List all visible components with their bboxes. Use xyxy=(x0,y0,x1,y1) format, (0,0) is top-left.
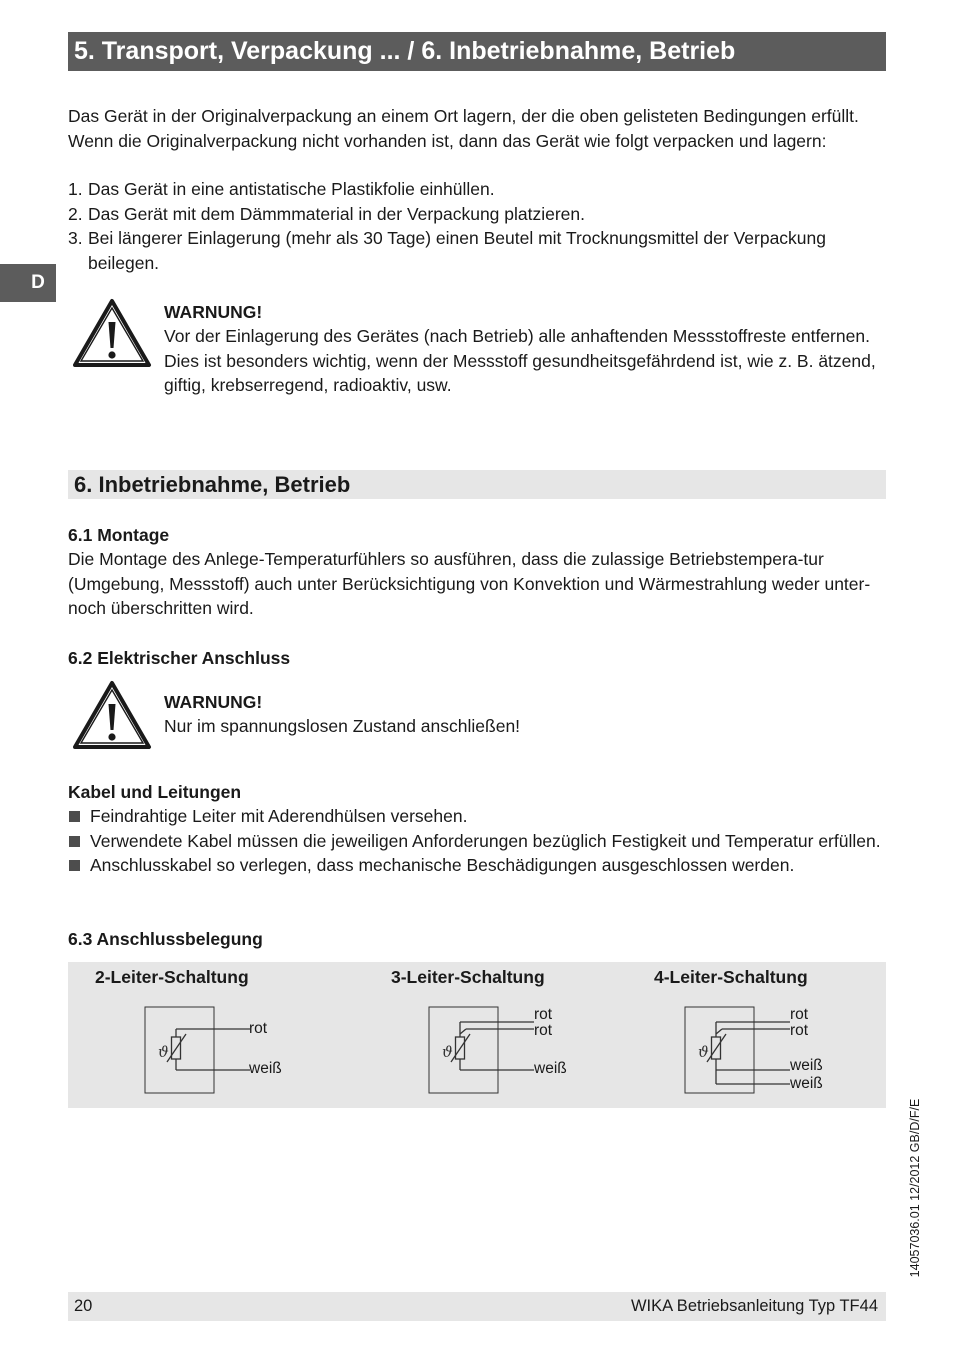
wire-label: rot xyxy=(790,1022,809,1039)
list-item: 2. Das Gerät mit dem Dämmmaterial in der Verpackung platzieren. xyxy=(68,203,586,224)
list-item: Anschlusskabel so verlegen, dass mechanische Beschädigungen ausgeschlossen werden. xyxy=(68,853,890,878)
warning-triangle-icon xyxy=(72,680,152,750)
svg-text:ϑ: ϑ xyxy=(442,1043,453,1061)
warning-title: WARNUNG! xyxy=(164,302,263,322)
montage-paragraph: Die Montage des Anlege-Temperaturfühlers so ausführen, dass die zulassige Betriebstempera-tur (Umgebung, Messstoff) auch unter Berücksichtigung von Konvektion und Wärmestrahlung weder unter- noch überschritten wird. xyxy=(68,549,871,618)
language-tab: D xyxy=(0,264,56,302)
subsection-heading-montage: 6.1 Montage xyxy=(68,525,170,545)
list-item: Feindrahtige Leiter mit Aderendhülsen versehen. xyxy=(68,804,890,829)
section-heading: 6. Inbetriebnahme, Betrieb xyxy=(68,470,886,499)
storage-steps xyxy=(68,177,890,275)
wire-label: rot xyxy=(534,1022,553,1039)
wire-label: weiß xyxy=(790,1057,823,1074)
two-wire-diagram xyxy=(140,1002,250,1098)
intro-paragraph: Das Gerät in der Originalverpackung an einem Ort lagern, der die oben gelisteten Bedingungen erfüllt. Wenn die Originalverpackung nicht vorhanden ist, dann das Gerät wie folgt verpacken und lagern: xyxy=(68,106,859,151)
wire-label: weiß xyxy=(790,1075,823,1092)
wire-label: weiß xyxy=(534,1060,567,1077)
diagram-title-2-wire: 2-Leiter-Schaltung xyxy=(95,967,249,987)
svg-text:ϑ: ϑ xyxy=(698,1043,709,1061)
cable-heading: Kabel und Leitungen xyxy=(68,782,242,802)
three-wire-diagram xyxy=(424,1002,534,1098)
document-code: 14057036.01 12/2012 GB/D/F/E xyxy=(908,1098,922,1278)
diagram-title-4-wire: 4-Leiter-Schaltung xyxy=(654,967,808,987)
list-item: 3. Bei längerer Einlagerung (mehr als 30 Tage) einen Beutel mit Trocknungsmittel der Verpackung beilegen. xyxy=(68,228,827,273)
subsection-heading-electrical: 6.2 Elektrischer Anschluss xyxy=(68,648,291,668)
diagram-title-3-wire: 3-Leiter-Schaltung xyxy=(391,967,545,987)
four-wire-diagram xyxy=(680,1002,790,1098)
page-number: 20 xyxy=(74,1297,93,1315)
warning-text: Nur im spannungslosen Zustand anschließen! xyxy=(164,716,521,736)
bullet-square-icon xyxy=(69,860,80,871)
document-title: WIKA Betriebsanleitung Typ TF44 xyxy=(630,1297,878,1315)
bullet-square-icon xyxy=(69,836,80,847)
warning-title: WARNUNG! xyxy=(164,692,263,712)
svg-text:ϑ: ϑ xyxy=(158,1043,169,1061)
subsection-heading-pinout: 6.3 Anschlussbelegung xyxy=(68,929,263,949)
wire-label: rot xyxy=(790,1006,809,1023)
list-item: Verwendete Kabel müssen die jeweiligen Anforderungen bezüglich Festigkeit und Temperatur erfüllen. xyxy=(68,829,890,854)
bullet-square-icon xyxy=(69,811,80,822)
cable-list xyxy=(68,804,890,878)
warning-text: Vor der Einlagerung des Gerätes (nach Betrieb) alle anhaftenden Messstoffreste entfernen. Dies ist besonders wichtig, wenn der Messstoff gesundheitsgefährdend ist, wie z. B. ätzend, giftig, krebserregend, radioaktiv, usw. xyxy=(164,326,876,395)
warning-triangle-icon xyxy=(72,298,152,368)
page-footer xyxy=(68,1292,886,1321)
list-item: 1. Das Gerät in eine antistatische Plastikfolie einhüllen. xyxy=(68,179,495,199)
page-title: 5. Transport, Verpackung ... / 6. Inbetriebnahme, Betrieb xyxy=(68,32,886,71)
wire-label: rot xyxy=(249,1020,268,1037)
wire-label: weiß xyxy=(249,1060,282,1077)
wire-label: rot xyxy=(534,1006,553,1023)
